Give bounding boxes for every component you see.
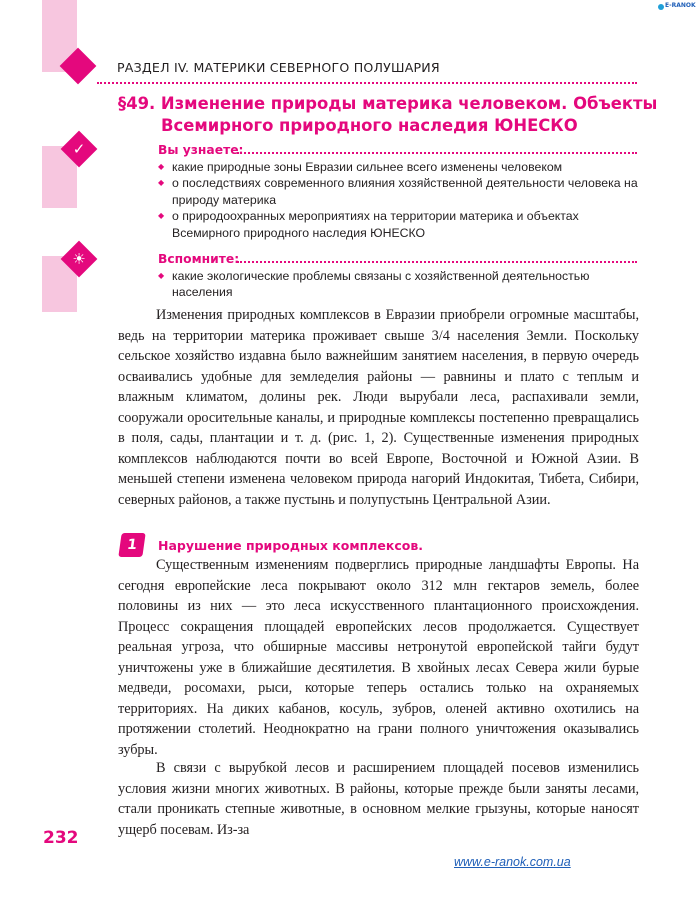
header-divider <box>97 82 637 84</box>
lightbulb-icon: ☀ <box>72 250 86 268</box>
logo-icon <box>658 4 664 10</box>
checkmark-badge <box>61 131 98 168</box>
recall-list <box>158 268 640 301</box>
learn-heading: Вы узнаете: <box>158 143 244 157</box>
subsection-title: Нарушение природных комплексов. <box>158 538 423 553</box>
page-title <box>118 93 658 137</box>
list-item: ◆ о последствиях современного влияния хозяйственной деятельности человека на природу материка <box>158 175 640 208</box>
list-item: ◆ какие природные зоны Евразии сильнее всего изменены человеком <box>158 159 640 175</box>
recall-heading: Вспомните: <box>158 252 240 266</box>
checkmark-icon: ✓ <box>72 140 86 158</box>
section-header: РАЗДЕЛ IV. МАТЕРИКИ СЕВЕРНОГО ПОЛУШАРИЯ <box>117 60 440 75</box>
list-item: ◆ о природоохранных мероприятиях на территории материка и объектах Всемирного природного наследия ЮНЕСКО <box>158 208 640 241</box>
page-number: 232 <box>43 828 79 848</box>
recall-divider <box>237 261 637 263</box>
learn-list <box>158 159 640 241</box>
list-item: ◆ какие экологические проблемы связаны с хозяйственной деятельностью населения <box>158 268 640 301</box>
lightbulb-badge <box>61 241 98 278</box>
subsection-paragraph-1: Существенным изменениям подверглись природные ландшафты Европы. На сегодня европейские леса покрывают около 312 млн гектаров земель, более половины из них — это леса искусственного плантационного происхождения. Процесс сокращения площадей европейских лесов продолжается. Существует реальная угроза, что обширные массивы нетронутой европейской тайги будут уничтожены уже в ближайшие десятилетия. В хвойных лесах Севера жили бурые медведи, росомахи, рыси, которые теперь остались только на охраняемых территориях. На диких кабанов, косуль, зубров, оленей активно охотились на протяжении столетий. Неоднократно на грани полного уничтожения оказывались зубры. <box>118 557 639 758</box>
website-link[interactable]: www.e-ranok.com.ua <box>454 855 571 869</box>
title-line-1: §49. Изменение природы материка человеком. Объекты <box>118 94 658 113</box>
learn-divider <box>237 152 637 154</box>
subsection-paragraph-2: В связи с вырубкой лесов и расширением площадей посевов изменились условия жизни многих животных. В районы, которые прежде были заняты лесами, стали проникать степные животные, в основном мелкие грызуны, которые наносят ущерб посевам. Из-за <box>118 760 639 838</box>
intro-paragraph: Изменения природных комплексов в Евразии приобрели огромные масштабы, ведь на территории материка проживает свыше 3/4 населения Земли. Поскольку сельское хозяйство издавна было важнейшим занятием населения, в первую очередь осваивались удобные для земледелия районы — равнины и плато с теплым и влажным климатом, долины рек. Люди вырубали леса, распахивали земли, сооружали оросительные каналы, и природные комплексы постепенно превращались в поля, сады, плантации и т. д. (рис. 1, 2). Существенные изменения природных комплексов наблюдаются почти во всей Европе, Восточной и Южной Азии. В меньшей степени изменена человеком природа нагорий Индокитая, Тибета, Сибири, северных районов, а также пустынь и полупустынь Центральной Азии. <box>118 307 639 508</box>
corner-logo: E-RANOK <box>665 2 696 9</box>
subsection-number-badge: 1 <box>118 533 145 557</box>
title-line-2: Всемирного природного наследия ЮНЕСКО <box>161 116 578 135</box>
